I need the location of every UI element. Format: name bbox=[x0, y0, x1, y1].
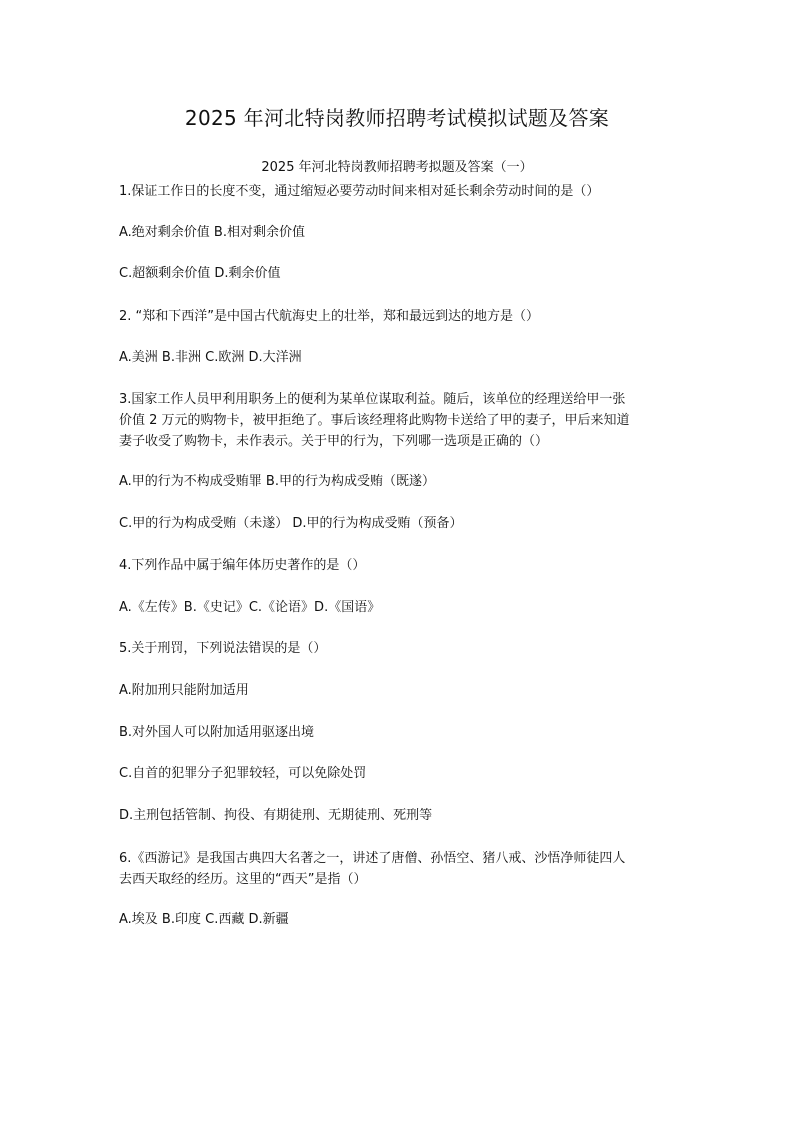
question-6-stem bbox=[119, 848, 667, 890]
question-3-stem-line-1: 3.国家工作人员甲利用职务上的便利为某单位谋取利益。随后，该单位的经理送给甲一张 bbox=[119, 392, 626, 407]
question-6-stem-line-1: 6.《西游记》是我国古典四大名著之一，讲述了唐僧、孙悟空、猪八戒、沙悟净师徒四人 bbox=[119, 851, 626, 866]
question-5-option-b: B.对外国人可以附加适用驱逐出境 bbox=[119, 725, 315, 740]
question-6-stem-line-2: 去西天取经的经历。这里的“西天”是指（） bbox=[119, 872, 367, 887]
question-2-stem: 2. “郑和下西洋”是中国古代航海史上的壮举，郑和最远到达的地方是（） bbox=[119, 309, 540, 324]
question-5-option-a: A.附加刑只能附加适用 bbox=[119, 683, 249, 698]
document-subtitle: 2025 年河北特岗教师招聘考拟题及答案（一） bbox=[261, 160, 533, 175]
question-3-stem bbox=[119, 389, 667, 452]
question-5-option-d: D.主刑包括管制、拘役、有期徒刑、无期徒刑、死刑等 bbox=[119, 808, 433, 823]
question-3-stem-line-2: 价值 2 万元的购物卡，被甲拒绝了。事后该经理将此购物卡送给了甲的妻子，甲后来知道 bbox=[119, 413, 630, 428]
question-1-stem: 1.保证工作日的长度不变，通过缩短必要劳动时间来相对延长剩余劳动时间的是（） bbox=[119, 184, 600, 199]
question-3-stem-line-3: 妻子收受了购物卡，未作表示。关于甲的行为，下列哪一选项是正确的（） bbox=[119, 434, 549, 449]
question-2-options: A.美洲 B.非洲 C.欧洲 D.大洋洲 bbox=[119, 350, 302, 365]
question-1-options-line-1: A.绝对剩余价值 B.相对剩余价值 bbox=[119, 225, 305, 240]
question-3-options-line-2: C.甲的行为构成受贿（未遂） D.甲的行为构成受贿（预备） bbox=[119, 516, 463, 531]
document-title: 2025 年河北特岗教师招聘考试模拟试题及答案 bbox=[184, 106, 610, 130]
question-4-options: A.《左传》B.《史记》C.《论语》D.《国语》 bbox=[119, 600, 381, 615]
question-5-stem: 5.关于刑罚，下列说法错误的是（） bbox=[119, 641, 327, 656]
question-1-options-line-2: C.超额剩余价值 D.剩余价值 bbox=[119, 266, 281, 281]
question-4-stem: 4.下列作品中属于编年体历史著作的是（） bbox=[119, 558, 366, 573]
question-3-options-line-1: A.甲的行为不构成受贿罪 B.甲的行为构成受贿（既遂） bbox=[119, 474, 435, 489]
question-6-options: A.埃及 B.印度 C.西藏 D.新疆 bbox=[119, 912, 289, 927]
question-5-option-c: C.自首的犯罪分子犯罪较轻，可以免除处罚 bbox=[119, 766, 367, 781]
